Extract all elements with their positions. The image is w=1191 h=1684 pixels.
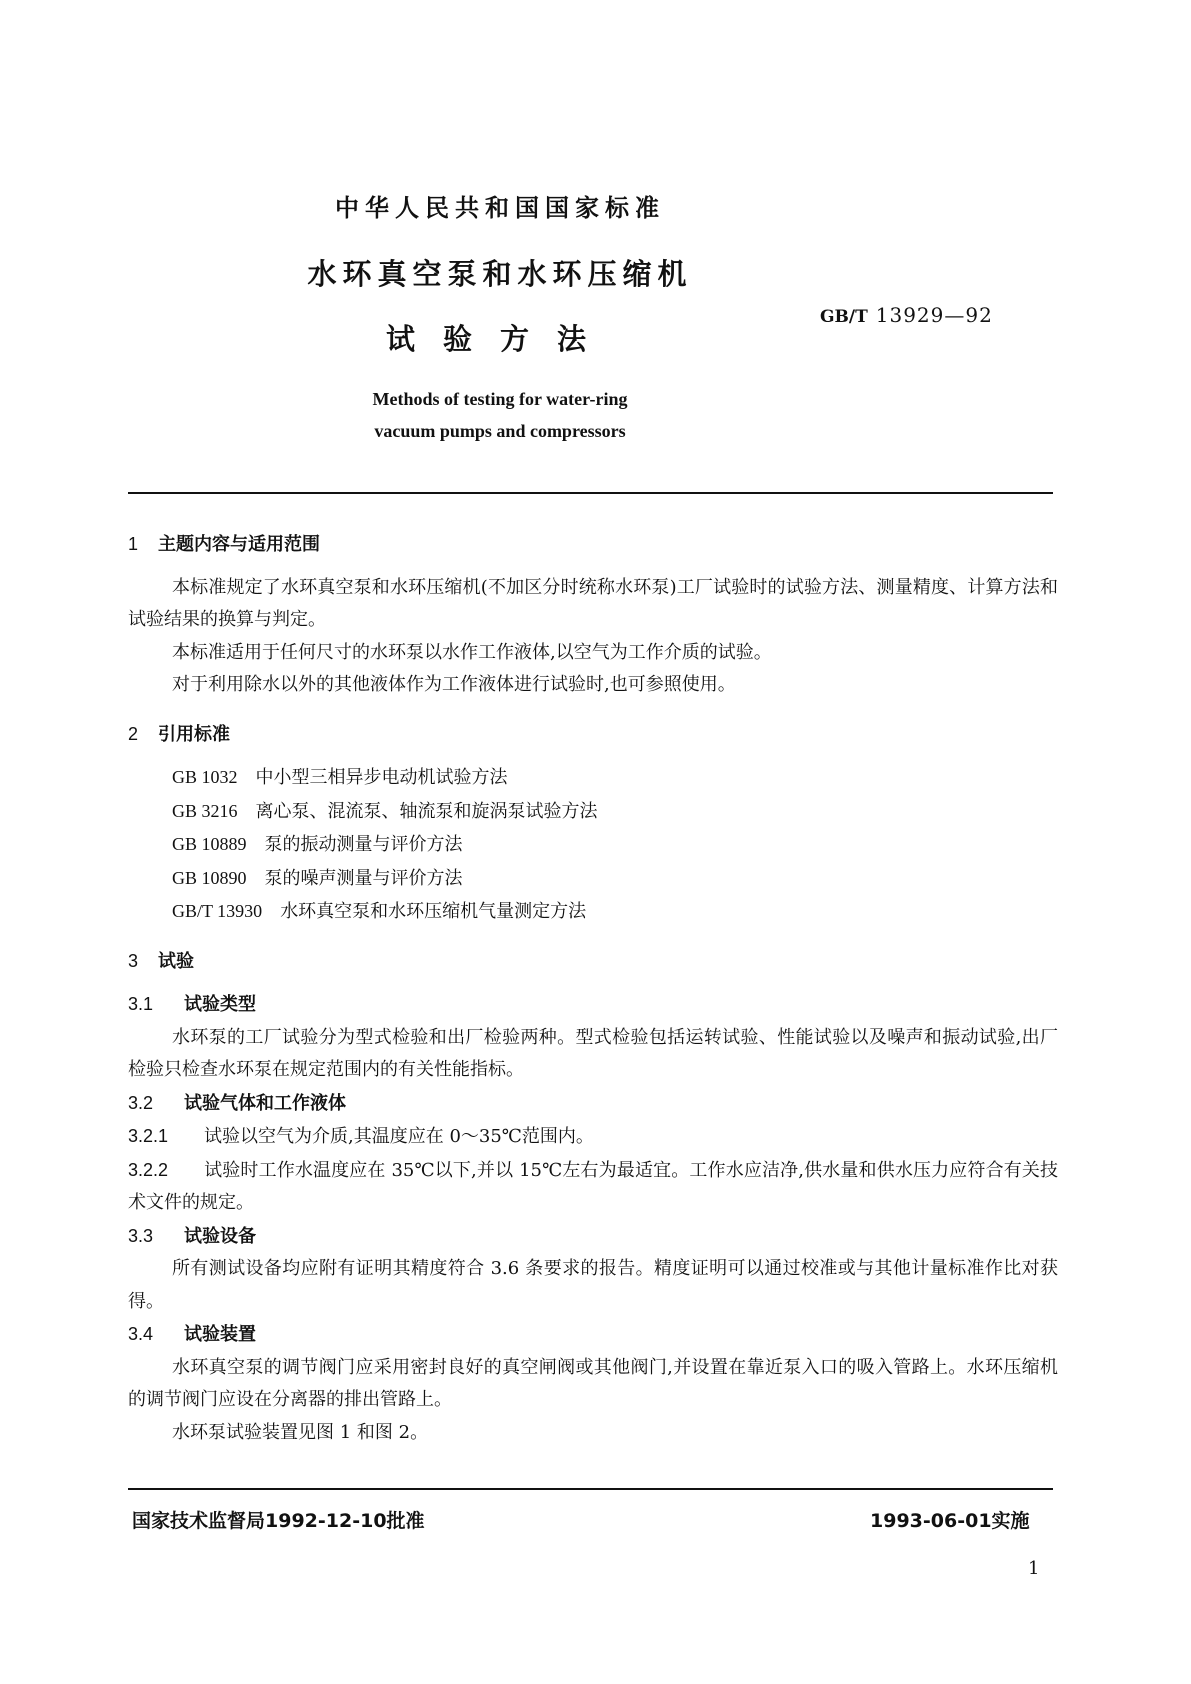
reference-item	[128, 828, 1058, 862]
subsection-title: 试验类型	[184, 994, 256, 1015]
title-line-2: 试验方法	[385, 322, 614, 356]
page-number: 1	[1028, 1558, 1040, 1579]
section-number: 2	[128, 723, 139, 744]
reference-code: GB 3216	[172, 800, 238, 821]
clause-text: 试验以空气为介质,其温度应在 0～35℃范围内。	[204, 1126, 594, 1147]
reference-title: 离心泵、混流泵、轴流泵和旋涡泵试验方法	[255, 800, 598, 822]
reference-item	[128, 862, 1058, 896]
section-2-heading	[128, 718, 1058, 752]
subsection-number: 3.2	[128, 1092, 154, 1113]
subsection-number: 3.4	[128, 1324, 154, 1344]
paragraph: 水环泵试验装置见图 1 和图 2。	[172, 1421, 429, 1443]
paragraph: 水环泵的工厂试验分为型式检验和出厂检验两种。型式检验包括运转试验、性能试验以及噪声和振动试验,出厂检验只检查水环泵在规定范围内的有关性能指标。	[128, 1026, 1058, 1080]
approval-date: 国家技术监督局1992-12-10批准	[132, 1510, 425, 1532]
reference-title: 中小型三相异步电动机试验方法	[255, 767, 508, 788]
title-line-1: 水环真空泵和水环压缩机	[307, 257, 693, 291]
paragraph: 水环真空泵的调节阀门应采用密封良好的真空闸阀或其他阀门,并设置在靠近泵入口的吸入管路上。水环压缩机的调节阀门应设在分离器的排出管路上。	[128, 1356, 1058, 1410]
subsection-title: 试验装置	[184, 1324, 256, 1345]
reference-code: GB 10890	[172, 867, 247, 888]
reference-item	[128, 895, 1058, 929]
subsection-3-4-heading	[128, 1318, 1058, 1352]
paragraph: 本标准适用于任何尺寸的水环泵以水作工作液体,以空气为工作介质的试验。	[172, 641, 772, 663]
subsection-3-3-heading	[128, 1220, 1058, 1254]
header-divider	[128, 492, 1053, 494]
clause-3-2-1	[128, 1120, 1058, 1154]
subsection-title: 试验设备	[184, 1225, 256, 1247]
reference-code: GB 10889	[172, 834, 247, 854]
subsection-3-2-heading	[128, 1087, 1058, 1121]
standard-type-heading: 中华人民共和国国家标准	[335, 194, 665, 222]
clause-text: 试验时工作水温度应在 35℃以下,并以 15℃左右为最适宜。工作水应洁净,供水量和供水压力应符合有关技术文件的规定。	[128, 1159, 1058, 1213]
english-title-line-2: vacuum pumps and compressors	[374, 421, 626, 441]
section-number: 1	[128, 534, 139, 554]
subsection-number: 3.3	[128, 1225, 154, 1246]
footer-divider	[128, 1488, 1053, 1490]
reference-item	[128, 795, 1058, 829]
subsection-3-1-heading	[128, 988, 1058, 1022]
subsection-title: 试验气体和工作液体	[184, 1092, 346, 1114]
standard-number	[820, 303, 993, 327]
reference-code: GB 1032	[172, 767, 238, 787]
reference-title: 泵的振动测量与评价方法	[264, 834, 463, 855]
implementation-date: 1993-06-01实施	[870, 1510, 1030, 1532]
section-1-heading	[128, 528, 1058, 562]
reference-title: 水环真空泵和水环压缩机气量测定方法	[280, 901, 587, 922]
paragraph: 本标准规定了水环真空泵和水环压缩机(不加区分时统称水环泵)工厂试验时的试验方法、测量精度、计算方法和试验结果的换算与判定。	[128, 576, 1058, 630]
paragraph: 对于利用除水以外的其他液体作为工作液体进行试验时,也可参照使用。	[172, 674, 736, 695]
section-3-heading	[128, 945, 1058, 979]
reference-code: GB/T 13930	[172, 901, 263, 921]
reference-title: 泵的噪声测量与评价方法	[264, 867, 463, 889]
english-title-line-1: Methods of testing for water-ring	[372, 389, 628, 409]
section-title: 主题内容与适用范围	[158, 534, 320, 555]
clause-3-2-2	[128, 1154, 1058, 1220]
paragraph: 所有测试设备均应附有证明其精度符合 3.6 条要求的报告。精度证明可以通过校准或与其他计量标准作比对获得。	[128, 1258, 1058, 1312]
clause-number: 3.2.2	[128, 1159, 169, 1180]
reference-item	[128, 761, 1058, 795]
standard-code: 13929—92	[875, 303, 993, 327]
section-title: 引用标准	[158, 723, 230, 745]
subsection-number: 3.1	[128, 994, 154, 1014]
standard-prefix: GB/T	[820, 307, 868, 327]
section-title: 试验	[158, 950, 194, 972]
document-body	[128, 528, 1058, 1449]
section-number: 3	[128, 950, 139, 971]
clause-number: 3.2.1	[128, 1126, 169, 1146]
